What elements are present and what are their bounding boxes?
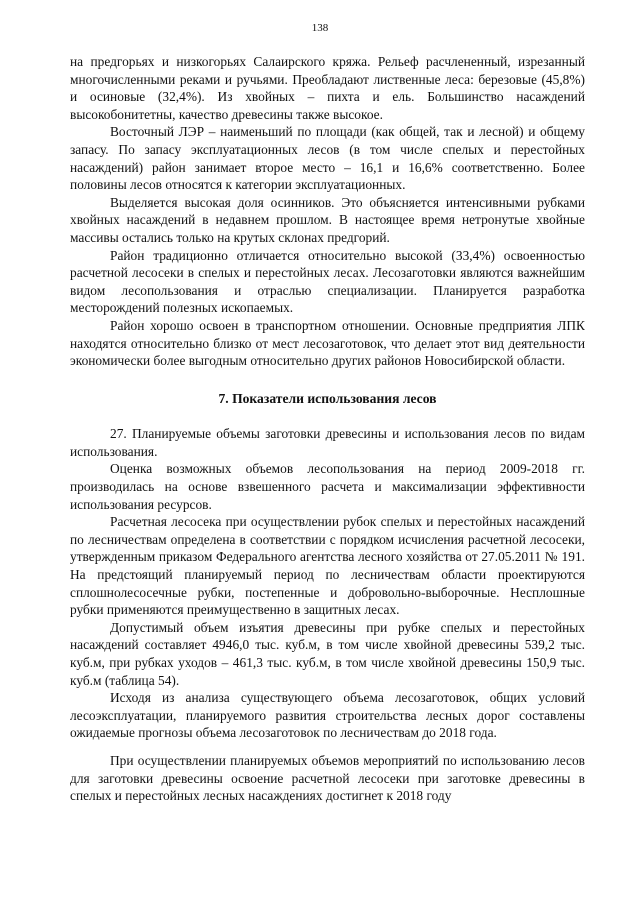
- paragraph-eastern-ler: Восточный ЛЭР – наименьший по площади (как общей, так и лесной) и общему запасу. По запасу эксплуатационных лесов (в том числе спелых и перестойных насаждений) район занимает второе место – 16,1 и 16,6% соответственно. Более половины лесов относятся к категории эксплуатационных.: [70, 124, 585, 193]
- paragraph-allowable-cut: Расчетная лесосека при осуществлении рубок спелых и перестойных насаждений по лесничествам определена в соответствии с порядком исчисления расчетной лесосеки, утвержденным приказом Федерального агентства лесного хозяйства от 27.05.2011 № 191. На предстоящий планируемый период по лесничествам области проектируются сплошнолесосечные рубки, постепенные и добровольно-выборочные. Несплошные рубки применяются преимущественно в защитных лесах.: [70, 514, 585, 618]
- paragraph-forecasts: Исходя из анализа существующего объема лесозаготовок, общих условий лесоэксплуатации, планируемого развития строительства лесных дорог составлены ожидаемые прогнозы объема лесозаготовок по лесничествам до 2018 года.: [70, 690, 585, 741]
- paragraph-assessment: Оценка возможных объемов лесопользования на период 2009-2018 гг. производилась на основе взвешенного расчета и максимализации эффективности использования ресурсов.: [70, 461, 585, 512]
- paragraph-salair-relief: на предгорьях и низкогорьях Салаирского кряжа. Рельеф расчлененный, изрезанный многочисленными реками и ручьями. Преобладают лиственные леса: березовые (45,8%) и осиновые (32,4%). Из хвойных – пихта и ель. Большинство насаждений высокобонитетны, качество древесины также высокое.: [70, 54, 585, 122]
- page-number: 138: [311, 22, 329, 34]
- section-heading: 7. Показатели использования лесов: [218, 390, 437, 406]
- paragraph-item-27: 27. Планируемые объемы заготовки древесины и использования лесов по видам использования.: [70, 426, 585, 459]
- paragraph-transport: Район хорошо освоен в транспортном отношении. Основные предприятия ЛПК находятся относительно близко от мест лесозаготовок, что делает этот вид деятельности экономически более выгодным относительно других районов Новосибирской области.: [70, 317, 585, 369]
- paragraph-spacer: [70, 742, 585, 752]
- document-body: [70, 53, 585, 805]
- paragraph-aspen-share: Выделяется высокая доля осинников. Это объясняется интенсивными рубками хвойных насаждений в недавнем прошлом. В настоящее время нетронутые хвойные массивы остались только на крутых склонах предгорий.: [70, 194, 585, 245]
- paragraph-development: Район традиционно отличается относительно высокой (33,4%) освоенностью расчетной лесосеки в спелых и перестойных лесах. Лесозаготовки являются важнейшим видом лесопользования и отраслью специализации. Планируется разработка месторождений полезных ископаемых.: [70, 247, 585, 316]
- paragraph-planned-measures: При осуществлении планируемых объемов мероприятий по использованию лесов для заготовки древесины освоение расчетной лесосеки при заготовке древесины в спелых и перестойных лесных насаждениях достигнет к 2018 году: [70, 752, 585, 804]
- paragraph-permitted-volume: Допустимый объем изъятия древесины при рубке спелых и перестойных насаждений составляет 4946,0 тыс. куб.м, в том числе хвойной древесины 539,2 тыс. куб.м, при рубках уходов – 461,3 тыс. куб.м, в том числе хвойной древесины 150,9 тыс. куб.м (таблица 54).: [70, 619, 585, 688]
